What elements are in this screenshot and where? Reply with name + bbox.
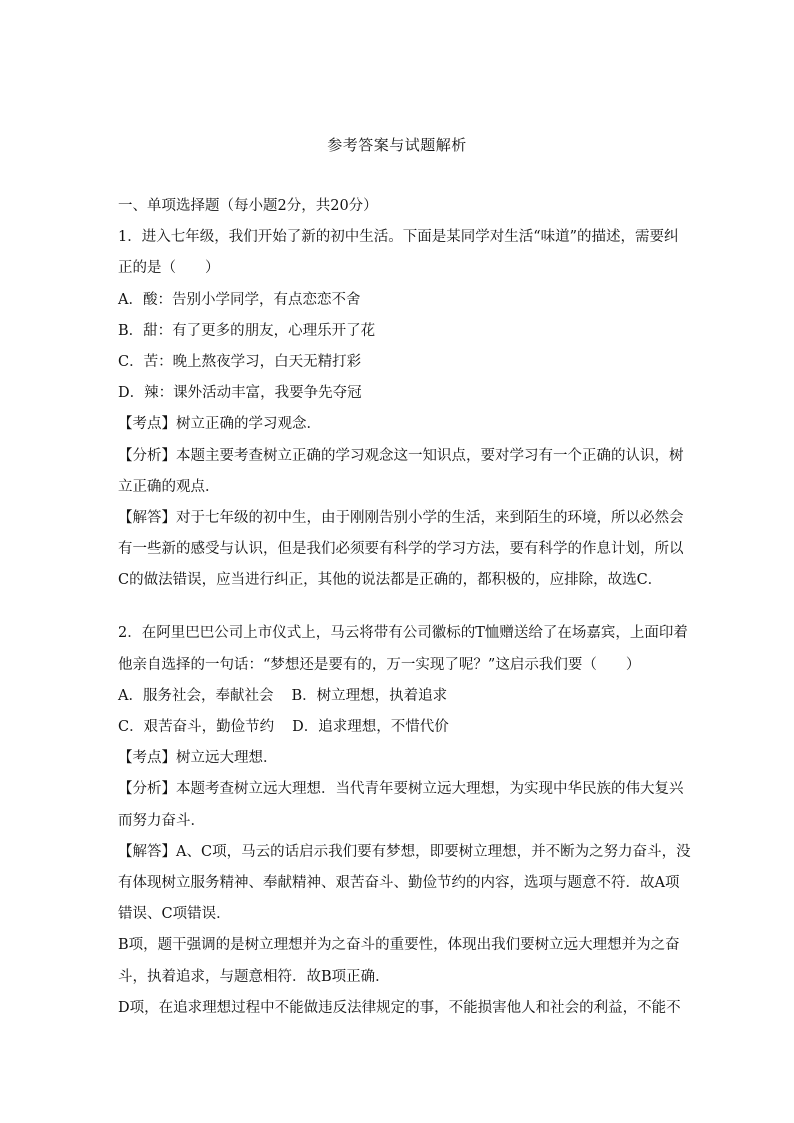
kaodian: 【考点】树立远大理想． xyxy=(118,750,278,767)
question-stem-line: 1．进入七年级，我们开始了新的初中生活。下面是某同学对生活“味道”的描述，需要纠 xyxy=(118,229,679,246)
question-1 xyxy=(118,227,684,601)
fenxi-line: 【分析】本题考查树立远大理想．当代青年要树立远大理想，为实现中华民族的伟大复兴 xyxy=(118,781,684,798)
jieda-line: 有一些新的感受与认识，但是我们必须要有科学的学习方法，要有科学的作息计划，所以 xyxy=(118,541,684,558)
question-2 xyxy=(118,623,691,1028)
option-b: B．树立理想，执着追求 xyxy=(291,687,448,704)
kaodian: 【考点】树立正确的学习观念． xyxy=(118,416,321,433)
options-row xyxy=(118,717,674,748)
option-a: A．酸：告别小学同学，有点恋恋不舍 xyxy=(118,291,361,308)
option-d: D．辣：课外活动丰富，我要争先夺冠 xyxy=(118,385,362,402)
jieda-line: 【解答】对于七年级的初中生，由于刚刚告别小学的生活，来到陌生的环境，所以必然会 xyxy=(118,509,684,526)
question-stem-line: 他亲自选择的一句话：“梦想还是要有的，万一实现了呢？”这启示我们要（ ） xyxy=(118,656,641,673)
fenxi-line: 【分析】本题主要考查树立正确的学习观念这一知识点，要对学习有一个正确的认识，树 xyxy=(118,447,684,464)
jieda-line: 斗，执着追求，与题意相符．故B项正确． xyxy=(118,968,390,985)
jieda-line: 【解答】A、C项，马云的话启示我们要有梦想，即要树立理想，并不断为之努力奋斗，没 xyxy=(118,843,691,860)
jieda-line: B项，题干强调的是树立理想并为之奋斗的重要性，体现出我们要树立远大理想并为之奋 xyxy=(118,937,680,954)
option-c: C．苦：晚上熬夜学习，白天无精打彩 xyxy=(118,353,362,370)
option-d: D．追求理想，不惜代价 xyxy=(292,719,449,735)
option-b: B．甜：有了更多的朋友，心理乐开了花 xyxy=(118,322,376,339)
question-stem-line: 正的是（ ） xyxy=(118,260,220,277)
jieda-line: 错误、C项错误． xyxy=(118,906,231,923)
options-row xyxy=(118,686,674,717)
fenxi-line: 立正确的观点． xyxy=(118,478,220,495)
page-title: 参考答案与试题解析 xyxy=(327,136,467,154)
option-a: A．服务社会，奉献社会 xyxy=(118,687,274,704)
jieda-line: C的做法错误，应当进行纠正，其他的说法都是正确的，都积极的，应排除，故选C． xyxy=(118,572,663,589)
section-heading: 一、单项选择题（每小题2分，共20分） xyxy=(118,198,378,214)
question-stem-line: 2．在阿里巴巴公司上市仪式上，马云将带有公司徽标的T恤赠送给了在场嘉宾，上面印着 xyxy=(118,625,688,642)
fenxi-line: 而努力奋斗． xyxy=(118,812,205,829)
jieda-line: 有体现树立服务精神、奉献精神、艰苦奋斗、勤俭节约的内容，选项与题意不符．故A项 xyxy=(118,874,680,891)
option-c: C．艰苦奋斗，勤俭节约 xyxy=(118,719,275,735)
jieda-line: D项，在追求理想过程中不能做违反法律规定的事，不能损害他人和社会的利益，不能不 xyxy=(118,999,681,1016)
question-spacer xyxy=(118,601,674,623)
answer-content xyxy=(118,196,691,1029)
